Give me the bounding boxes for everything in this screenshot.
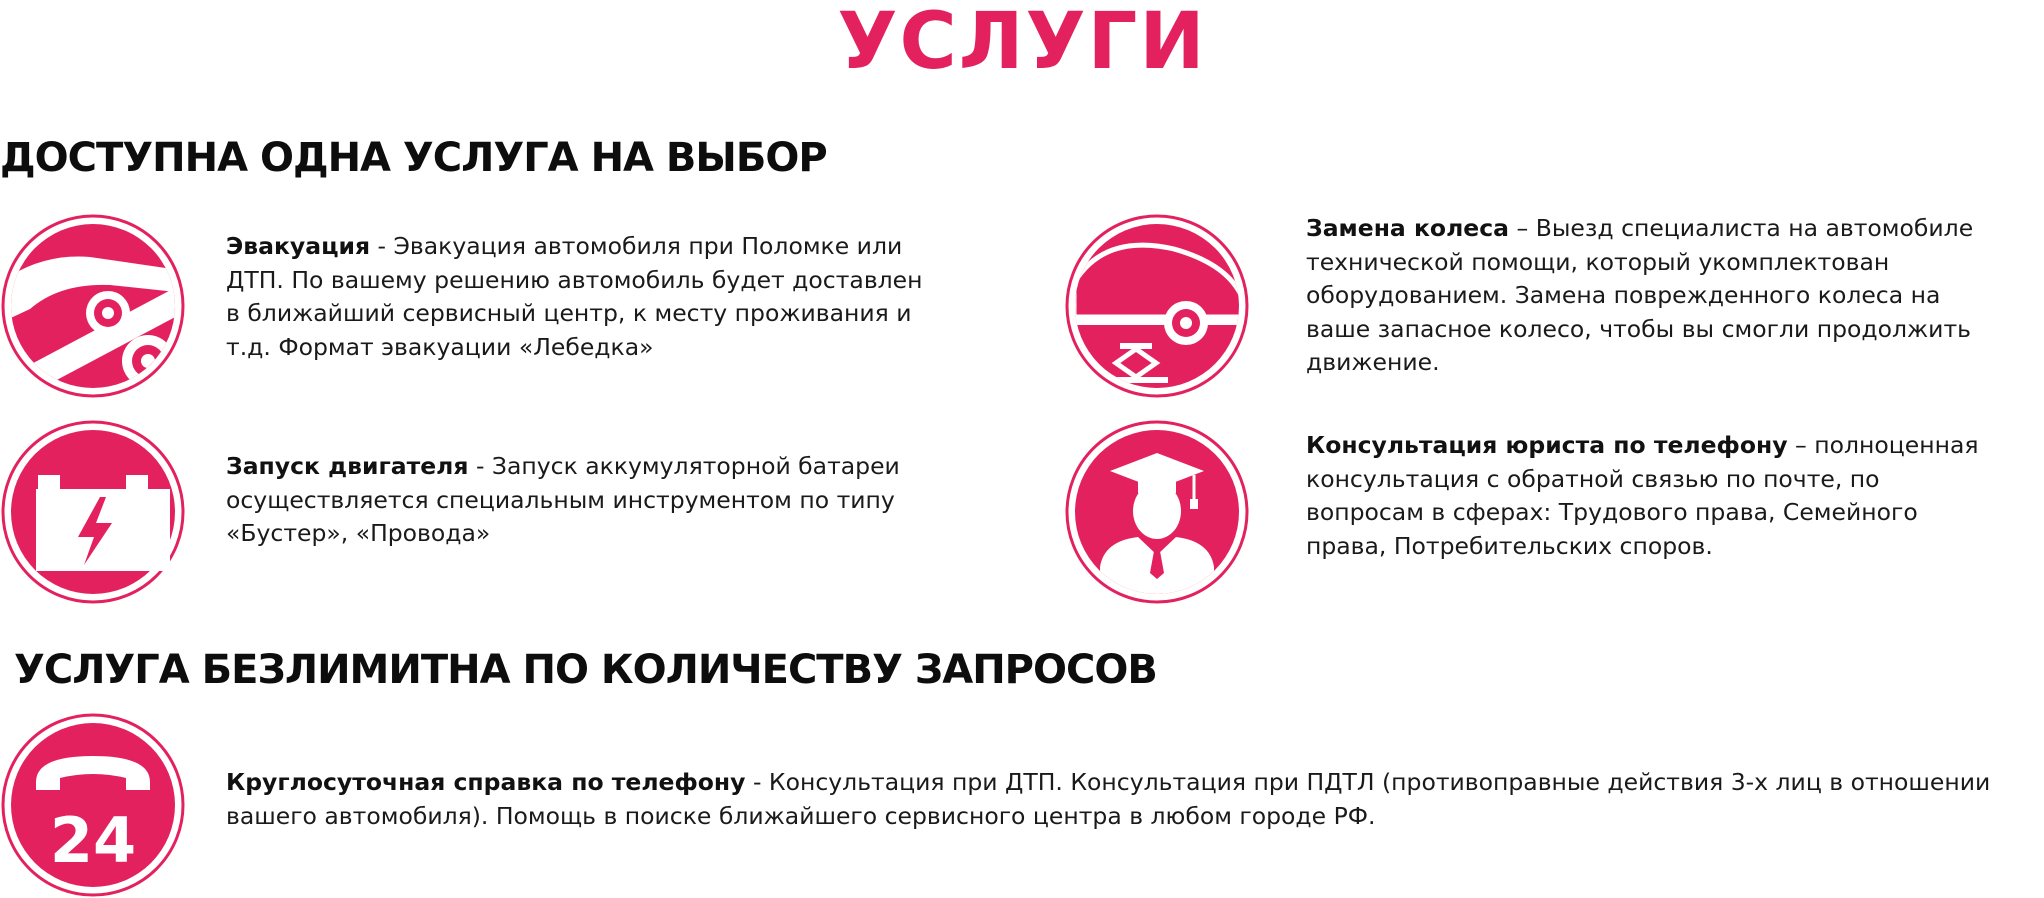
service-evacuation-description xyxy=(226,230,926,364)
service-wheel-change-text: Выезд специалиста на автомобиле технической помощи, который укомплектован оборудованием. Замена поврежденного колеса на ваше запасное колесо, чтобы вы смогли продолжить движение. xyxy=(1306,214,1974,376)
lawyer-graduate-icon xyxy=(1064,419,1250,605)
service-lawyer-separator: – xyxy=(1787,431,1815,459)
service-lawyer-description xyxy=(1306,429,1996,563)
service-hotline-separator: - xyxy=(745,768,769,796)
service-hotline-text: Консультация при ДТП. Консультация при ПДТЛ (противоправные действия 3-х лиц в отношении вашего автомобиля). Помощь в поиске ближайшего сервисного центра в любом городе РФ. xyxy=(226,768,1991,830)
service-evacuation-separator: - xyxy=(370,232,394,260)
section-heading-unlimited: УСЛУГА БЕЗЛИМИТНА ПО КОЛИЧЕСТВУ ЗАПРОСОВ xyxy=(14,647,1157,693)
service-wheel-change-title: Замена колеса xyxy=(1306,214,1510,242)
service-engine-start-separator: - xyxy=(468,452,492,480)
phone-24-label: 24 xyxy=(49,804,137,877)
service-engine-start-description xyxy=(226,450,946,551)
service-evacuation-text: Эвакуация автомобиля при Поломке или ДТП. По вашему решению автомобиль будет доставлен в ближайший сервисный центр, к месту проживания и т.д. Формат эвакуации «Лебедка» xyxy=(226,232,923,361)
service-lawyer-text: полноценная консультация с обратной связью по почте, по вопросам в сферах: Трудового права, Семейного права, Потребительских споров. xyxy=(1306,431,1979,560)
service-evacuation-title: Эвакуация xyxy=(226,232,371,260)
service-engine-start-text: Запуск аккумуляторной батареи осуществляется специальным инструментом по типу «Бустер», «Провода» xyxy=(226,452,900,547)
battery-icon xyxy=(0,419,186,605)
service-hotline-description xyxy=(226,766,2038,833)
service-wheel-change-description xyxy=(1306,212,2006,380)
service-wheel-change-separator: – xyxy=(1509,214,1536,242)
tow-truck-icon xyxy=(0,213,186,399)
car-jack-icon xyxy=(1064,213,1250,399)
phone-24-icon xyxy=(0,712,186,898)
page-title: УСЛУГИ xyxy=(837,0,1207,87)
section-heading-choice: ДОСТУПНА ОДНА УСЛУГА НА ВЫБОР xyxy=(0,135,827,181)
service-engine-start-title: Запуск двигателя xyxy=(226,452,469,480)
service-hotline-title: Круглосуточная справка по телефону xyxy=(226,768,746,796)
service-lawyer-title: Консультация юриста по телефону xyxy=(1306,431,1788,459)
